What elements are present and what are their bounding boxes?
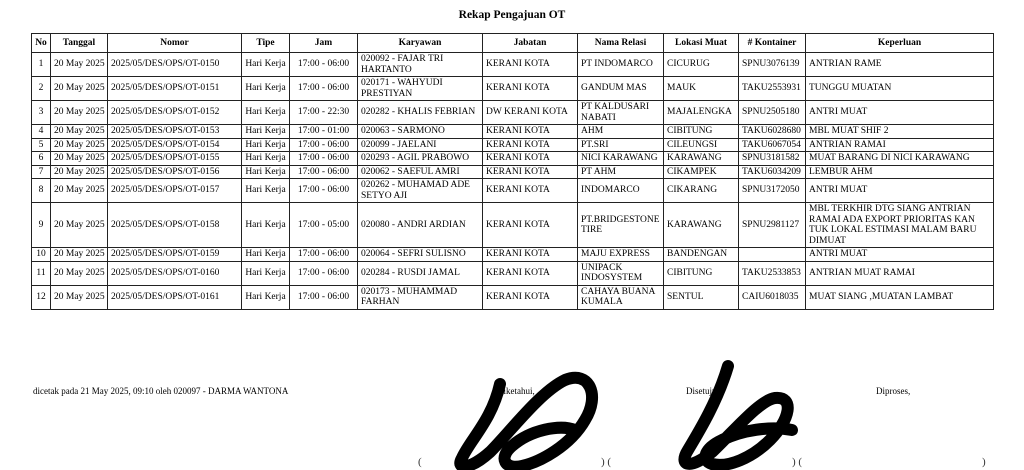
col-header-tanggal: Tanggal	[51, 34, 108, 53]
cell-karyawan: 020080 - ANDRI ARDIAN	[358, 203, 483, 248]
cell-nomor: 2025/05/DES/OPS/OT-0151	[108, 77, 242, 101]
cell-relasi: PT AHM	[578, 165, 664, 179]
cell-lokasi: KARAWANG	[664, 152, 739, 166]
cell-karyawan: 020284 - RUSDI JAMAL	[358, 261, 483, 285]
sign-paren-close-3: )	[982, 456, 986, 468]
cell-tanggal: 20 May 2025	[51, 138, 108, 152]
cell-karyawan: 020099 - JAELANI	[358, 138, 483, 152]
cell-keperluan: LEMBUR AHM	[806, 165, 994, 179]
col-header-tipe: Tipe	[242, 34, 290, 53]
cell-nomor: 2025/05/DES/OPS/OT-0153	[108, 125, 242, 139]
col-header-no: No	[32, 34, 51, 53]
cell-jam: 17:00 - 06:00	[290, 248, 358, 262]
cell-no: 12	[32, 285, 51, 309]
cell-relasi: PT KALDUSARI NABATI	[578, 101, 664, 125]
cell-keperluan: TUNGGU MUATAN	[806, 77, 994, 101]
cell-jabatan: KERANI KOTA	[483, 152, 578, 166]
cell-no: 2	[32, 77, 51, 101]
cell-relasi: AHM	[578, 125, 664, 139]
cell-tipe: Hari Kerja	[242, 203, 290, 248]
cell-kontainer: SPNU3076139	[739, 53, 806, 77]
cell-tanggal: 20 May 2025	[51, 261, 108, 285]
cell-nomor: 2025/05/DES/OPS/OT-0159	[108, 248, 242, 262]
cell-nomor: 2025/05/DES/OPS/OT-0160	[108, 261, 242, 285]
printed-note: dicetak pada 21 May 2025, 09:10 oleh 020097 - DARMA WANTONA	[33, 386, 289, 396]
cell-nomor: 2025/05/DES/OPS/OT-0154	[108, 138, 242, 152]
cell-jam: 17:00 - 06:00	[290, 179, 358, 203]
cell-nomor: 2025/05/DES/OPS/OT-0156	[108, 165, 242, 179]
cell-keperluan: ANTRIAN RAME	[806, 53, 994, 77]
cell-karyawan: 020282 - KHALIS FEBRIAN	[358, 101, 483, 125]
cell-tipe: Hari Kerja	[242, 179, 290, 203]
cell-tanggal: 20 May 2025	[51, 125, 108, 139]
cell-tanggal: 20 May 2025	[51, 152, 108, 166]
sign-paren-close-1: ) (	[601, 456, 612, 468]
cell-kontainer: TAKU2533853	[739, 261, 806, 285]
cell-keperluan: ANTRI MUAT	[806, 101, 994, 125]
cell-kontainer: SPNU2505180	[739, 101, 806, 125]
cell-tanggal: 20 May 2025	[51, 203, 108, 248]
col-header-nomor: Nomor	[108, 34, 242, 53]
col-header-jabatan: Jabatan	[483, 34, 578, 53]
cell-relasi: INDOMARCO	[578, 179, 664, 203]
col-header-nama-relasi: Nama Relasi	[578, 34, 664, 53]
cell-nomor: 2025/05/DES/OPS/OT-0157	[108, 179, 242, 203]
cell-kontainer: CAIU6018035	[739, 285, 806, 309]
cell-lokasi: CIKARANG	[664, 179, 739, 203]
cell-kontainer: SPNU2981127	[739, 203, 806, 248]
cell-jabatan: KERANI KOTA	[483, 138, 578, 152]
cell-jam: 17:00 - 06:00	[290, 77, 358, 101]
cell-tipe: Hari Kerja	[242, 125, 290, 139]
cell-lokasi: CILEUNGSI	[664, 138, 739, 152]
cell-tanggal: 20 May 2025	[51, 248, 108, 262]
sign-paren-close-2: ) (	[792, 456, 803, 468]
cell-no: 11	[32, 261, 51, 285]
cell-relasi: PT INDOMARCO	[578, 53, 664, 77]
cell-jabatan: KERANI KOTA	[483, 53, 578, 77]
cell-tipe: Hari Kerja	[242, 77, 290, 101]
cell-tipe: Hari Kerja	[242, 248, 290, 262]
cell-jam: 17:00 - 01:00	[290, 125, 358, 139]
cell-tanggal: 20 May 2025	[51, 77, 108, 101]
cell-kontainer: SPNU3181582	[739, 152, 806, 166]
cell-jam: 17:00 - 06:00	[290, 261, 358, 285]
cell-lokasi: MAJALENGKA	[664, 101, 739, 125]
cell-jabatan: KERANI KOTA	[483, 285, 578, 309]
diproses-label: Diproses,	[876, 386, 911, 396]
cell-kontainer: TAKU2553931	[739, 77, 806, 101]
col-header-jam: Jam	[290, 34, 358, 53]
cell-lokasi: MAUK	[664, 77, 739, 101]
cell-keperluan: ANTRI MUAT	[806, 179, 994, 203]
cell-jam: 17:00 - 06:00	[290, 138, 358, 152]
cell-keperluan: ANTRIAN RAMAI	[806, 138, 994, 152]
cell-jam: 17:00 - 06:00	[290, 285, 358, 309]
cell-tipe: Hari Kerja	[242, 261, 290, 285]
cell-karyawan: 020173 - MUHAMMAD FARHAN	[358, 285, 483, 309]
cell-karyawan: 020063 - SARMONO	[358, 125, 483, 139]
cell-kontainer: TAKU6028680	[739, 125, 806, 139]
sign-paren-open-1: (	[418, 456, 422, 468]
cell-kontainer: SPNU3172050	[739, 179, 806, 203]
cell-jabatan: KERANI KOTA	[483, 179, 578, 203]
cell-jam: 17:00 - 06:00	[290, 165, 358, 179]
cell-tanggal: 20 May 2025	[51, 179, 108, 203]
disetujui-label: Disetujui,	[686, 386, 722, 396]
cell-jabatan: KERANI KOTA	[483, 125, 578, 139]
cell-lokasi: SENTUL	[664, 285, 739, 309]
col-header-lokasi-muat: Lokasi Muat	[664, 34, 739, 53]
cell-no: 4	[32, 125, 51, 139]
cell-tipe: Hari Kerja	[242, 53, 290, 77]
cell-jabatan: DW KERANI KOTA	[483, 101, 578, 125]
cell-karyawan: 020092 - FAJAR TRI HARTANTO	[358, 53, 483, 77]
signature-1	[460, 378, 592, 467]
cell-tanggal: 20 May 2025	[51, 165, 108, 179]
signature-2	[684, 366, 792, 465]
cell-jabatan: KERANI KOTA	[483, 77, 578, 101]
cell-relasi: UNIPACK INDOSYSTEM	[578, 261, 664, 285]
cell-no: 10	[32, 248, 51, 262]
cell-jabatan: KERANI KOTA	[483, 165, 578, 179]
cell-lokasi: CIKAMPEK	[664, 165, 739, 179]
cell-relasi: PT.SRI	[578, 138, 664, 152]
cell-nomor: 2025/05/DES/OPS/OT-0155	[108, 152, 242, 166]
cell-jam: 17:00 - 05:00	[290, 203, 358, 248]
cell-karyawan: 020062 - SAEFUL AMRI	[358, 165, 483, 179]
cell-relasi: CAHAYA BUANA KUMALA	[578, 285, 664, 309]
cell-tanggal: 20 May 2025	[51, 101, 108, 125]
cell-keperluan: MBL TERKHIR DTG SIANG ANTRIAN RAMAI ADA EXPORT PRIORITAS KAN TUK LOKAL ESTIMASI MALAM BARU DIMUAT	[806, 203, 994, 248]
cell-lokasi: CIBITUNG	[664, 261, 739, 285]
cell-tanggal: 20 May 2025	[51, 285, 108, 309]
cell-jabatan: KERANI KOTA	[483, 248, 578, 262]
col-header-kontainer: # Kontainer	[739, 34, 806, 53]
cell-jabatan: KERANI KOTA	[483, 261, 578, 285]
cell-keperluan: MUAT SIANG ,MUATAN LAMBAT	[806, 285, 994, 309]
cell-lokasi: CICURUG	[664, 53, 739, 77]
cell-karyawan: 020171 - WAHYUDI PRESTIYAN	[358, 77, 483, 101]
cell-keperluan: ANTRIAN MUAT RAMAI	[806, 261, 994, 285]
cell-tipe: Hari Kerja	[242, 101, 290, 125]
cell-no: 1	[32, 53, 51, 77]
cell-lokasi: KARAWANG	[664, 203, 739, 248]
cell-lokasi: CIBITUNG	[664, 125, 739, 139]
cell-kontainer: TAKU6034209	[739, 165, 806, 179]
cell-keperluan: ANTRI MUAT	[806, 248, 994, 262]
cell-relasi: PT.BRIDGESTONE TIRE	[578, 203, 664, 248]
cell-no: 3	[32, 101, 51, 125]
cell-relasi: NICI KARAWANG	[578, 152, 664, 166]
col-header-karyawan: Karyawan	[358, 34, 483, 53]
cell-no: 8	[32, 179, 51, 203]
cell-karyawan: 020064 - SEFRI SULISNO	[358, 248, 483, 262]
cell-karyawan: 020262 - MUHAMAD ADE SETYO AJI	[358, 179, 483, 203]
cell-jam: 17:00 - 22:30	[290, 101, 358, 125]
cell-tipe: Hari Kerja	[242, 138, 290, 152]
cell-nomor: 2025/05/DES/OPS/OT-0152	[108, 101, 242, 125]
cell-jabatan: KERANI KOTA	[483, 203, 578, 248]
cell-jam: 17:00 - 06:00	[290, 53, 358, 77]
cell-no: 6	[32, 152, 51, 166]
cell-no: 9	[32, 203, 51, 248]
cell-keperluan: MUAT BARANG DI NICI KARAWANG	[806, 152, 994, 166]
report-title: Rekap Pengajuan OT	[458, 9, 566, 21]
cell-nomor: 2025/05/DES/OPS/OT-0158	[108, 203, 242, 248]
cell-relasi: GANDUM MAS	[578, 77, 664, 101]
col-header-keperluan: Keperluan	[806, 34, 994, 53]
cell-tipe: Hari Kerja	[242, 165, 290, 179]
cell-no: 5	[32, 138, 51, 152]
cell-no: 7	[32, 165, 51, 179]
cell-jam: 17:00 - 06:00	[290, 152, 358, 166]
cell-nomor: 2025/05/DES/OPS/OT-0150	[108, 53, 242, 77]
cell-lokasi: BANDENGAN	[664, 248, 739, 262]
cell-tipe: Hari Kerja	[242, 285, 290, 309]
cell-nomor: 2025/05/DES/OPS/OT-0161	[108, 285, 242, 309]
cell-tipe: Hari Kerja	[242, 152, 290, 166]
diketahui-label: Diketahui,	[497, 386, 535, 396]
cell-relasi: MAJU EXPRESS	[578, 248, 664, 262]
cell-tanggal: 20 May 2025	[51, 53, 108, 77]
cell-keperluan: MBL MUAT SHIF 2	[806, 125, 994, 139]
cell-kontainer: TAKU6067054	[739, 138, 806, 152]
cell-karyawan: 020293 - AGIL PRABOWO	[358, 152, 483, 166]
